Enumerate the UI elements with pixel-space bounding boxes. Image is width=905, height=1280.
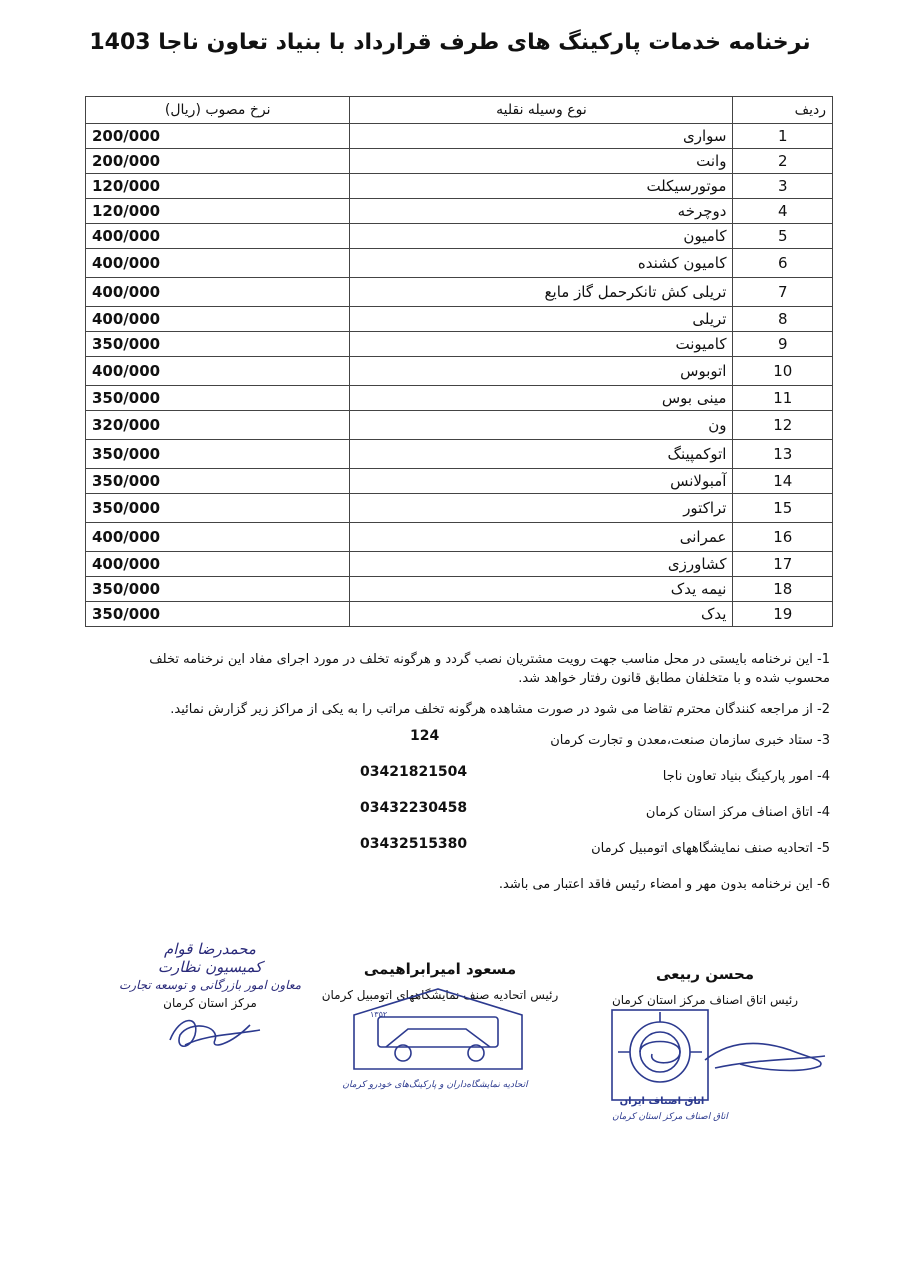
vehicle-type: تریلی	[350, 307, 733, 332]
row-number: 1	[733, 124, 833, 149]
vehicle-type: عمرانی	[350, 523, 733, 552]
vehicle-type: نیمه یدک	[350, 577, 733, 602]
union-stamp-year: ۱۳۵۲	[370, 1010, 388, 1019]
table-row	[86, 199, 833, 224]
row-number: 18	[733, 577, 833, 602]
table-row	[86, 494, 833, 523]
contact-line	[110, 800, 830, 839]
note-2: 2- از مراجعه کنندگان محترم تقاضا می شود در صورت مشاهده هرگونه تخلف مراتب را به یکی از مراکز زیر گزارش نمائید.	[170, 702, 830, 717]
contact-line	[110, 764, 830, 803]
vehicle-type: یدک	[350, 602, 733, 627]
signature-block-guild-chamber	[575, 965, 835, 1007]
vehicle-type: موتورسیکلت	[350, 174, 733, 199]
rate-value: 350/000	[86, 577, 350, 602]
vehicle-type: کامیونت	[350, 332, 733, 357]
contact-number: 03432515380	[360, 836, 468, 852]
guild-stamp-subtitle: اتاق اصناف مرکز استان کرمان	[612, 1112, 728, 1122]
table-row	[86, 124, 833, 149]
table-row	[86, 307, 833, 332]
contact-line	[110, 728, 830, 767]
vehicle-type: کشاورزی	[350, 552, 733, 577]
row-number: 15	[733, 494, 833, 523]
row-number: 6	[733, 249, 833, 278]
table-row	[86, 552, 833, 577]
rate-value: 120/000	[86, 174, 350, 199]
rate-value: 400/000	[86, 307, 350, 332]
contact-number: 03421821504	[360, 764, 468, 780]
vehicle-type: تریلی کش تانکرحمل گاز مایع	[350, 278, 733, 307]
table-row	[86, 278, 833, 307]
rate-value: 400/000	[86, 552, 350, 577]
signature-block-trade-deputy	[110, 940, 310, 1010]
table-header-row	[86, 97, 833, 124]
signer-city: مرکز استان کرمان	[163, 996, 257, 1010]
rate-value: 200/000	[86, 124, 350, 149]
row-number: 11	[733, 386, 833, 411]
row-number: 17	[733, 552, 833, 577]
signer-name: مسعود امیرابراهیمی	[363, 960, 517, 978]
page-title: نرخنامه خدمات پارکینگ های طرف قرارداد با بنیاد تعاون ناجا 1403	[89, 30, 811, 55]
vehicle-type: تراکتور	[350, 494, 733, 523]
row-number: 2	[733, 149, 833, 174]
vehicle-type: سواری	[350, 124, 733, 149]
contact-label: 3- ستاد خبری سازمان صنعت،معدن و تجارت کرمان	[550, 733, 830, 748]
row-number: 4	[733, 199, 833, 224]
table-row	[86, 174, 833, 199]
table-row	[86, 411, 833, 440]
rate-value: 400/000	[86, 523, 350, 552]
rate-value: 400/000	[86, 224, 350, 249]
signer-role: معاون امور بازرگانی و توسعه تجارت	[118, 978, 302, 992]
vehicle-type: اتوکمپینگ	[350, 440, 733, 469]
guild-stamp-title: اتاق اصناف ایران	[619, 1096, 705, 1107]
notes-section	[110, 650, 830, 906]
rate-value: 320/000	[86, 411, 350, 440]
union-stamp-caption: اتحادیه نمایشگاه‌داران و پارکینگ‌های خودرو کرمان	[342, 1080, 528, 1090]
rate-value: 350/000	[86, 332, 350, 357]
row-number: 13	[733, 440, 833, 469]
table-row	[86, 440, 833, 469]
table-body	[86, 124, 833, 627]
row-number: 3	[733, 174, 833, 199]
row-number: 16	[733, 523, 833, 552]
row-number: 9	[733, 332, 833, 357]
vehicle-type: وانت	[350, 149, 733, 174]
table-row	[86, 149, 833, 174]
contact-number: 03432230458	[360, 800, 468, 816]
vehicle-type: کامیون کشنده	[350, 249, 733, 278]
signer-name: محسن ربیعی	[655, 965, 755, 983]
union-stamp	[348, 985, 528, 1075]
header-row-no: ردیف	[733, 97, 833, 124]
rate-value: 350/000	[86, 469, 350, 494]
contact-number: 124	[410, 728, 440, 744]
vehicle-type: کامیون	[350, 224, 733, 249]
rate-value: 350/000	[86, 602, 350, 627]
row-number: 10	[733, 357, 833, 386]
contact-label: 4- امور پارکینگ بنیاد تعاون ناجا	[662, 769, 830, 784]
rate-value: 120/000	[86, 199, 350, 224]
signer-title: کمیسیون نظارت	[157, 958, 263, 976]
contact-line	[110, 836, 830, 875]
row-number: 19	[733, 602, 833, 627]
rate-value: 350/000	[86, 386, 350, 411]
rate-value: 400/000	[86, 357, 350, 386]
vehicle-type: مینی بوس	[350, 386, 733, 411]
row-number: 5	[733, 224, 833, 249]
signer-role: رئیس اتاق اصناف مرکز استان کرمان	[611, 993, 799, 1007]
vehicle-type: اتوبوس	[350, 357, 733, 386]
rates-table	[85, 96, 833, 627]
note-6: 6- این نرخنامه بدون مهر و امضاء رئیس فاقد اعتبار می باشد.	[498, 877, 830, 892]
rate-value: 350/000	[86, 440, 350, 469]
rate-value: 400/000	[86, 249, 350, 278]
handwritten-signature	[160, 1005, 270, 1055]
table-row	[86, 469, 833, 494]
table-row	[86, 577, 833, 602]
vehicle-type: آمبولانس	[350, 469, 733, 494]
header-vehicle-type: نوع وسیله نقلیه	[350, 97, 733, 124]
table-row	[86, 332, 833, 357]
table-row	[86, 523, 833, 552]
rate-value: 400/000	[86, 278, 350, 307]
vehicle-type: ون	[350, 411, 733, 440]
signer-name: محمدرضا قوام	[164, 940, 256, 958]
guild-chamber-logo-stamp	[610, 1008, 710, 1103]
vehicle-type: دوچرخه	[350, 199, 733, 224]
table-row	[86, 224, 833, 249]
signer-role: رئیس اتحادیه صنف نمایشگاههای اتومبیل کرمان	[321, 988, 559, 1002]
table-row	[86, 357, 833, 386]
contact-label: 5- اتحادیه صنف نمایشگاههای اتومبیل کرمان	[591, 841, 830, 856]
table-row	[86, 386, 833, 411]
note-1: 1- این نرخنامه بایستی در محل مناسب جهت رویت مشتریان نصب گردد و هرگونه تخلف در مورد اجرای مفاد این نرخنامه تخلف محسوب شده و با متخلفان مطابق قانون رفتار خواهد شد.	[149, 652, 830, 686]
table-row	[86, 602, 833, 627]
rate-value: 200/000	[86, 149, 350, 174]
contact-label: 4- اتاق اصناف مرکز استان کرمان	[645, 805, 830, 820]
header-rate: نرخ مصوب (ریال)	[86, 97, 350, 124]
rate-value: 350/000	[86, 494, 350, 523]
row-number: 12	[733, 411, 833, 440]
row-number: 7	[733, 278, 833, 307]
handwritten-signature	[700, 1030, 830, 1080]
row-number: 14	[733, 469, 833, 494]
table-row	[86, 249, 833, 278]
row-number: 8	[733, 307, 833, 332]
